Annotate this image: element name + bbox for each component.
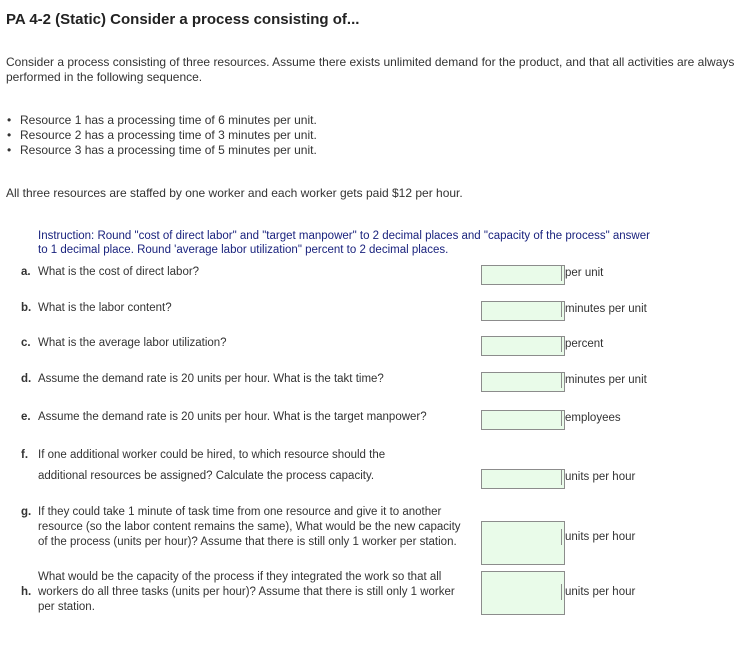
- answer-input-e[interactable]: [481, 410, 565, 430]
- answer-input-a[interactable]: [481, 265, 565, 285]
- list-item: [6, 143, 317, 158]
- unit-label-a: per unit: [561, 265, 603, 281]
- question-letter: h.: [21, 586, 32, 598]
- question-letter: d.: [21, 373, 32, 385]
- question-text-line: workers do all three tasks (units per hour)? Assume that there is still only 1 worker: [38, 586, 455, 598]
- answer-input-g[interactable]: [481, 521, 565, 565]
- question-letter: b.: [21, 302, 32, 314]
- page-title: PA 4-2 (Static) Consider a process consisting of...: [6, 11, 360, 28]
- question-text: Assume the demand rate is 20 units per hour. What is the target manpower?: [38, 411, 427, 423]
- question-text-line: If they could take 1 minute of task time from one resource and give it to another: [38, 506, 442, 518]
- question-text: What is the cost of direct labor?: [38, 266, 200, 278]
- answer-input-b[interactable]: [481, 301, 565, 321]
- unit-label-c: percent: [561, 336, 603, 352]
- question-text: What is the labor content?: [38, 302, 172, 314]
- bullet-icon: •: [7, 113, 12, 127]
- question-letter: f.: [21, 449, 29, 461]
- question-text: Assume the demand rate is 20 units per hour. What is the takt time?: [38, 373, 384, 385]
- unit-label-d: minutes per unit: [561, 372, 647, 388]
- bullet-icon: •: [7, 128, 12, 142]
- bullet-icon: •: [7, 143, 12, 157]
- question-letter: c.: [21, 337, 31, 349]
- question-text-line: resource (so the labor content remains the same), What would be the new capacity: [38, 521, 461, 533]
- answer-input-d[interactable]: [481, 372, 565, 392]
- unit-label-g: units per hour: [561, 529, 635, 545]
- answer-input-f[interactable]: [481, 469, 565, 489]
- question-text-line: additional resources be assigned? Calculate the process capacity.: [38, 470, 375, 482]
- list-item-text: Resource 1 has a processing time of 6 minutes per unit.: [20, 113, 317, 127]
- list-item-text: Resource 2 has a processing time of 3 minutes per unit.: [20, 128, 317, 142]
- question-letter: a.: [21, 266, 31, 278]
- question-text-line: If one additional worker could be hired, to which resource should the: [38, 449, 386, 461]
- list-item-text: Resource 3 has a processing time of 5 minutes per unit.: [20, 143, 317, 157]
- question-letter: g.: [21, 506, 32, 518]
- question-text: What is the average labor utilization?: [38, 337, 227, 349]
- answer-input-h[interactable]: [481, 571, 565, 615]
- question-text-line: What would be the capacity of the process if they integrated the work so that all: [38, 571, 442, 583]
- answer-input-c[interactable]: [481, 336, 565, 356]
- unit-label-e: employees: [561, 410, 621, 426]
- unit-label-f: units per hour: [561, 469, 635, 485]
- unit-label-b: minutes per unit: [561, 301, 647, 317]
- unit-label-h: units per hour: [561, 584, 635, 600]
- intro-paragraph: Consider a process consisting of three resources. Assume there exists unlimited demand for the product, and that all activities are always performed in the following sequence.: [6, 55, 735, 84]
- instruction-text: Instruction: Round "cost of direct labor" and "target manpower" to 2 decimal places and "capacity of the process" answer to 1 decimal place. Round 'average labor utilization" percent to 2 decimal places.: [38, 230, 650, 256]
- question-text-line: per station.: [38, 601, 95, 613]
- list-item: [6, 128, 317, 143]
- staffing-statement: All three resources are staffed by one worker and each worker gets paid $12 per hour.: [6, 186, 463, 200]
- resource-list: [6, 113, 317, 158]
- list-item: [6, 113, 317, 128]
- question-letter: e.: [21, 411, 31, 423]
- question-text-line: of the process (units per hour)? Assume that there is still only 1 worker per station.: [38, 536, 457, 548]
